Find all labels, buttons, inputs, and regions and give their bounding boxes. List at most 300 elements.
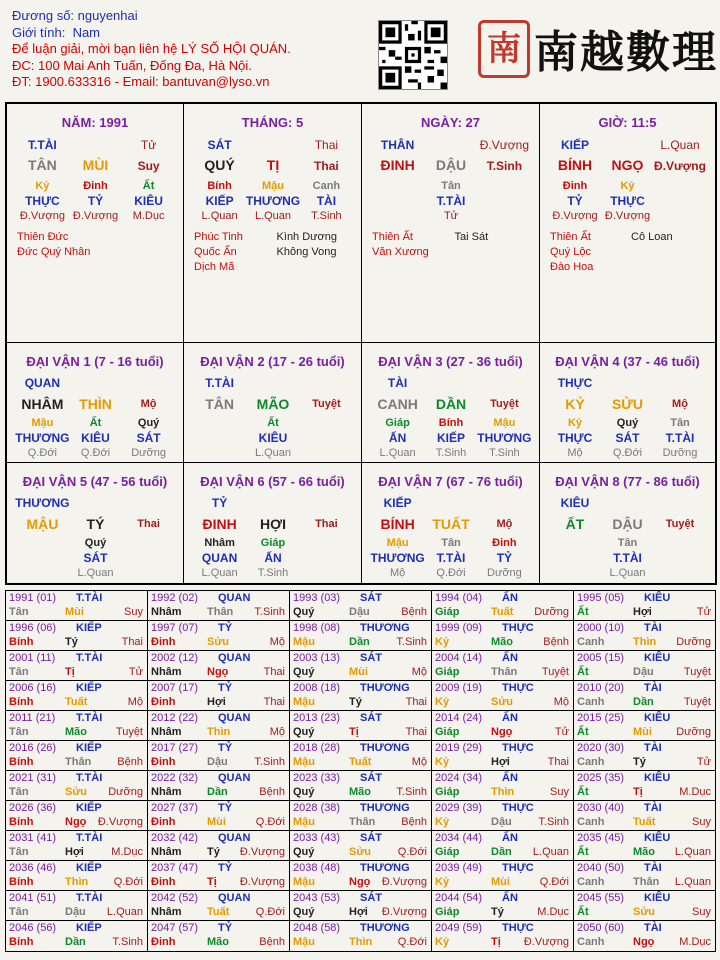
dai-van-hidden-stage: Q.Đới bbox=[27, 447, 57, 459]
year-cell bbox=[148, 711, 290, 741]
pillar-branch: NGỌ bbox=[611, 157, 644, 173]
dai-van-title: ĐẠI VẬN 7 (67 - 76 tuổi) bbox=[378, 474, 523, 489]
hidden-ten-god: TỶ bbox=[87, 194, 104, 208]
dai-van-branch: DẦN bbox=[435, 396, 467, 412]
dai-van-stem: ẤT bbox=[565, 516, 585, 532]
hidden-stage: Tử bbox=[443, 210, 459, 222]
year-ten-god: KIÊU bbox=[644, 652, 671, 664]
year-label: 2041 (51) bbox=[9, 892, 57, 904]
year-branch: Dậu bbox=[633, 666, 654, 678]
year-cell bbox=[432, 801, 574, 831]
year-branch: Hợi bbox=[491, 756, 510, 768]
year-ten-god: KIÊU bbox=[644, 772, 671, 784]
pillar-growth: Suy bbox=[137, 159, 160, 173]
year-ten-god: ẤN bbox=[502, 772, 518, 784]
year-ten-god: SÁT bbox=[360, 592, 382, 604]
year-label: 2021 (31) bbox=[9, 772, 57, 784]
dai-van-hidden-stage: L.Quan bbox=[609, 567, 646, 579]
year-label: 2008 (18) bbox=[293, 682, 341, 694]
year-stage: Dưỡng bbox=[534, 606, 569, 618]
year-label: 2012 (22) bbox=[151, 712, 199, 724]
dai-van-hidden-stage: Dưỡng bbox=[131, 447, 166, 459]
year-branch: Ngọ bbox=[633, 936, 655, 948]
year-ten-god: TÀI bbox=[644, 742, 662, 754]
dai-van-ten-god: THỰC bbox=[557, 376, 593, 390]
year-branch: Thìn bbox=[349, 936, 373, 948]
dai-van-stem: BÍNH bbox=[380, 516, 415, 532]
dai-van-hidden-ten-god: T.TÀI bbox=[613, 551, 642, 565]
year-stage: Thai bbox=[547, 756, 569, 768]
year-cell bbox=[6, 741, 148, 771]
year-stem: Bính bbox=[9, 936, 34, 948]
logo-seal: 南 bbox=[478, 20, 530, 78]
year-label: 2015 (25) bbox=[577, 712, 625, 724]
year-branch: Tý bbox=[207, 846, 220, 858]
year-stem: Đinh bbox=[151, 636, 176, 648]
year-stage: Mộ bbox=[269, 726, 285, 738]
year-branch: Tị bbox=[633, 786, 643, 798]
year-stem: Bính bbox=[9, 636, 34, 648]
dai-van-hidden-ten-god: T.TÀI bbox=[665, 431, 695, 445]
year-stage: Q.Đới bbox=[255, 816, 285, 828]
year-stem: Kỷ bbox=[435, 696, 450, 708]
year-cell bbox=[290, 681, 432, 711]
dai-van-branch: THÌN bbox=[79, 396, 112, 412]
year-branch: Mùi bbox=[349, 666, 368, 678]
address-line: ĐC: 100 Mai Anh Tuấn, Đống Đa, Hà Nội. bbox=[12, 57, 252, 73]
dai-van-hidden-ten-god: SÁT bbox=[136, 431, 161, 445]
year-cell bbox=[574, 861, 715, 891]
year-label: 2029 (39) bbox=[435, 802, 483, 814]
dai-van-hidden-ten-god: TỶ bbox=[496, 551, 513, 565]
year-label: 2034 (44) bbox=[435, 832, 483, 844]
star-name: Quốc Ấn bbox=[194, 246, 237, 258]
year-stem: Tân bbox=[9, 606, 29, 618]
year-cell bbox=[148, 861, 290, 891]
year-ten-god: KIẾP bbox=[76, 862, 102, 874]
year-stage: Đ.Vượng bbox=[381, 906, 427, 918]
year-stem: Kỷ bbox=[435, 636, 450, 648]
dai-van-stage: Tuyệt bbox=[665, 518, 695, 530]
hidden-stage: Đ.Vượng bbox=[604, 210, 651, 222]
dai-van-hidden-stage: Mộ bbox=[389, 567, 406, 579]
year-stem: Canh bbox=[577, 636, 605, 648]
year-cell bbox=[432, 921, 574, 951]
year-label: 2013 (23) bbox=[293, 712, 341, 724]
hidden-ten-god: THỰC bbox=[610, 194, 645, 208]
year-cell bbox=[6, 711, 148, 741]
dai-van-hidden-ten-god: SÁT bbox=[615, 431, 640, 445]
pillar-cell bbox=[362, 104, 540, 343]
year-branch: Dậu bbox=[207, 756, 228, 768]
year-cell bbox=[290, 861, 432, 891]
year-branch: Thân bbox=[207, 606, 234, 618]
dai-van-hidden-stage: T.Sinh bbox=[435, 447, 467, 459]
year-stage: Bệnh bbox=[259, 786, 285, 798]
year-cell bbox=[148, 591, 290, 621]
year-branch: Tị bbox=[491, 936, 501, 948]
year-cell bbox=[148, 891, 290, 921]
pillar-growth: Thai bbox=[314, 159, 339, 173]
year-stage: Thai bbox=[263, 666, 285, 678]
year-branch: Hợi bbox=[207, 696, 226, 708]
logo-text: 南越數理 bbox=[534, 27, 718, 78]
year-ten-god: QUAN bbox=[218, 772, 251, 784]
dai-van-branch: MÃO bbox=[256, 396, 290, 412]
year-ten-god: TÀI bbox=[644, 622, 662, 634]
year-stage: Bệnh bbox=[259, 936, 285, 948]
year-label: 2002 (12) bbox=[151, 652, 199, 664]
year-stem: Quý bbox=[293, 726, 315, 738]
year-ten-god: ẤN bbox=[502, 592, 518, 604]
year-branch: Hợi bbox=[349, 906, 368, 918]
dai-van-branch: HỢI bbox=[260, 516, 286, 532]
year-stem: Giáp bbox=[435, 906, 460, 918]
year-cell bbox=[6, 831, 148, 861]
year-ten-god: SÁT bbox=[360, 772, 382, 784]
dai-van-title: ĐẠI VẬN 1 (7 - 16 tuổi) bbox=[26, 354, 164, 369]
year-label: 2010 (20) bbox=[577, 682, 625, 694]
year-cell bbox=[6, 921, 148, 951]
year-stem: Canh bbox=[577, 696, 605, 708]
year-stem: Tân bbox=[9, 846, 29, 858]
year-ten-god: ẤN bbox=[502, 832, 518, 844]
year-label: 2001 (11) bbox=[9, 652, 56, 664]
year-cell bbox=[6, 861, 148, 891]
year-ten-god: TÀI bbox=[644, 922, 662, 934]
year-stage: Suy bbox=[692, 816, 711, 828]
year-label: 2038 (48) bbox=[293, 862, 341, 874]
year-stage: Q.Đới bbox=[113, 876, 143, 888]
year-branch: Thìn bbox=[633, 636, 657, 648]
dai-van-hidden-stage: L.Quan bbox=[201, 567, 238, 579]
year-stage: Đ.Vượng bbox=[239, 876, 285, 888]
year-stem: Đinh bbox=[151, 936, 176, 948]
year-label: 2048 (58) bbox=[293, 922, 341, 934]
year-stage: Tuyệt bbox=[683, 666, 711, 678]
year-ten-god: QUAN bbox=[218, 892, 251, 904]
year-stem: Kỷ bbox=[435, 876, 450, 888]
year-label: 2022 (32) bbox=[151, 772, 199, 784]
year-label: 2028 (38) bbox=[293, 802, 341, 814]
year-ten-god: T.TÀI bbox=[76, 712, 103, 724]
hidden-stem: Đinh bbox=[83, 180, 108, 192]
year-label: 2000 (10) bbox=[577, 622, 625, 634]
year-branch: Dậu bbox=[65, 906, 86, 918]
dai-van-ten-god: TÀI bbox=[387, 376, 408, 390]
dai-van-hidden-stage: T.Sinh bbox=[489, 447, 520, 459]
year-branch: Dậu bbox=[349, 606, 370, 618]
year-stem: Ất bbox=[577, 726, 589, 738]
year-branch: Dần bbox=[65, 936, 86, 948]
year-stem: Nhâm bbox=[151, 666, 182, 678]
year-label: 2040 (50) bbox=[577, 862, 625, 874]
year-stem: Tân bbox=[9, 906, 29, 918]
year-stage: Mộ bbox=[127, 696, 143, 708]
year-stage: Bệnh bbox=[401, 606, 427, 618]
dai-van-hidden-stage: Q.Đới bbox=[80, 447, 111, 459]
year-label: 1991 (01) bbox=[9, 592, 57, 604]
year-stem: Giáp bbox=[435, 846, 460, 858]
hidden-stem: Ất bbox=[142, 180, 155, 192]
hidden-stem: Đinh bbox=[562, 180, 588, 192]
year-cell bbox=[574, 831, 715, 861]
pillar-ten-god: SÁT bbox=[207, 138, 232, 152]
pillar-stage: Tử bbox=[140, 138, 157, 152]
year-ten-god: QUAN bbox=[218, 652, 251, 664]
year-cell bbox=[6, 621, 148, 651]
year-cell bbox=[290, 591, 432, 621]
dai-van-hidden-stem: Mậu bbox=[386, 537, 409, 549]
dai-van-hidden-stem: Tân bbox=[441, 537, 461, 549]
year-stage: T.Sinh bbox=[538, 816, 569, 828]
year-branch: Sửu bbox=[349, 846, 372, 858]
year-stage: Tử bbox=[696, 606, 711, 618]
year-cell bbox=[6, 771, 148, 801]
year-stem: Ất bbox=[577, 906, 589, 918]
year-label: 2006 (16) bbox=[9, 682, 57, 694]
year-ten-god: SÁT bbox=[360, 832, 382, 844]
year-ten-god: T.TÀI bbox=[76, 592, 103, 604]
year-label: 1996 (06) bbox=[9, 622, 57, 634]
header-info bbox=[12, 8, 362, 91]
year-label: 2023 (33) bbox=[293, 772, 341, 784]
year-stage: M.Dục bbox=[679, 936, 711, 948]
year-ten-god: THƯƠNG bbox=[360, 622, 410, 634]
hidden-ten-god: THƯƠNG bbox=[245, 194, 301, 208]
pillar-ten-god: T.TÀI bbox=[28, 138, 57, 152]
dai-van-cell bbox=[7, 463, 184, 583]
year-ten-god: THỰC bbox=[502, 862, 534, 874]
dai-van-title: ĐẠI VẬN 8 (77 - 86 tuổi) bbox=[555, 474, 700, 489]
year-ten-god: T.TÀI bbox=[76, 892, 103, 904]
year-branch: Dần bbox=[207, 786, 228, 798]
year-branch: Sửu bbox=[207, 636, 230, 648]
year-cell bbox=[432, 741, 574, 771]
year-cell bbox=[290, 651, 432, 681]
dai-van-hidden-stage: L.Quan bbox=[77, 567, 114, 579]
year-branch: Tuất bbox=[207, 906, 230, 918]
year-ten-god: KIẾP bbox=[76, 802, 102, 814]
dai-van-branch: DẬU bbox=[612, 516, 643, 532]
year-stem: Bính bbox=[9, 876, 34, 888]
dai-van-stem: CANH bbox=[377, 396, 418, 412]
year-stage: L.Quan bbox=[106, 906, 143, 918]
dai-van-cell bbox=[540, 463, 715, 583]
pillar-branch: DẬU bbox=[435, 157, 467, 173]
dai-van-cell bbox=[7, 343, 184, 463]
dai-van-hidden-ten-god: THƯƠNG bbox=[370, 551, 425, 565]
dai-van-hidden-stem: Mậu bbox=[31, 417, 54, 429]
year-stage: Q.Đới bbox=[255, 906, 285, 918]
year-label: 2045 (55) bbox=[577, 892, 625, 904]
hidden-stem: Tân bbox=[441, 180, 461, 192]
year-cell bbox=[148, 681, 290, 711]
year-stage: L.Quan bbox=[674, 846, 711, 858]
dai-van-branch: TÝ bbox=[86, 516, 105, 532]
year-branch: Mão bbox=[207, 936, 229, 948]
year-stem: Mậu bbox=[293, 696, 315, 708]
year-stage: Đ.Vượng bbox=[97, 816, 143, 828]
year-ten-god: THỰC bbox=[502, 742, 534, 754]
year-stem: Mậu bbox=[293, 936, 315, 948]
dai-van-ten-god: THƯƠNG bbox=[15, 496, 70, 510]
year-ten-god: SÁT bbox=[360, 652, 382, 664]
year-branch: Mùi bbox=[633, 726, 652, 738]
year-cell bbox=[574, 891, 715, 921]
year-ten-god: TỶ bbox=[218, 862, 233, 874]
year-stem: Quý bbox=[293, 666, 315, 678]
year-label: 2007 (17) bbox=[151, 682, 199, 694]
year-stage: Mộ bbox=[553, 696, 569, 708]
dai-van-hidden-stem: Tân bbox=[617, 537, 638, 549]
year-stage: Đ.Vượng bbox=[381, 876, 427, 888]
star-name: Dịch Mã bbox=[194, 261, 235, 273]
year-label: 2031 (41) bbox=[9, 832, 57, 844]
year-label: 2050 (60) bbox=[577, 922, 625, 934]
year-stage: M.Dục bbox=[679, 786, 711, 798]
year-stem: Kỷ bbox=[435, 936, 450, 948]
dai-van-hidden-stage: Dưỡng bbox=[487, 567, 522, 579]
year-cell bbox=[432, 771, 574, 801]
hidden-stage: L.Quan bbox=[201, 210, 238, 222]
year-stem: Ất bbox=[577, 666, 589, 678]
year-branch: Sửu bbox=[491, 696, 514, 708]
dai-van-cell bbox=[362, 463, 540, 583]
hidden-stage: Đ.Vượng bbox=[552, 210, 598, 222]
year-ten-god: QUAN bbox=[218, 592, 251, 604]
dai-van-ten-god: KIẾP bbox=[383, 496, 412, 510]
year-ten-god: QUAN bbox=[218, 832, 251, 844]
year-stem: Nhâm bbox=[151, 606, 182, 618]
year-stem: Quý bbox=[293, 906, 315, 918]
year-stem: Quý bbox=[293, 846, 315, 858]
dai-van-hidden-stem: Ất bbox=[267, 417, 279, 429]
dai-van-hidden-stage: Mộ bbox=[567, 447, 583, 459]
year-stem: Canh bbox=[577, 756, 605, 768]
year-cell bbox=[432, 711, 574, 741]
year-ten-god: TÀI bbox=[644, 862, 662, 874]
year-branch: Ngọ bbox=[491, 726, 513, 738]
qr-code[interactable] bbox=[378, 20, 448, 90]
dai-van-hidden-ten-god: THỰC bbox=[557, 431, 593, 445]
year-stem: Kỷ bbox=[435, 816, 450, 828]
year-cell bbox=[574, 681, 715, 711]
year-branch: Ngọ bbox=[65, 816, 87, 828]
dai-van-title: ĐẠI VẬN 2 (17 - 26 tuổi) bbox=[200, 354, 345, 369]
year-label: 1992 (02) bbox=[151, 592, 199, 604]
year-stem: Tân bbox=[9, 666, 29, 678]
dai-van-ten-god: TỶ bbox=[211, 496, 228, 510]
year-label: 2037 (47) bbox=[151, 862, 199, 874]
year-stage: Q.Đới bbox=[397, 846, 427, 858]
year-stem: Giáp bbox=[435, 606, 460, 618]
star-name: Đức Quý Nhân bbox=[17, 246, 91, 258]
dai-van-ten-god: T.TÀI bbox=[205, 376, 234, 390]
year-branch: Mão bbox=[349, 786, 371, 798]
year-label: 2005 (15) bbox=[577, 652, 625, 664]
year-cell bbox=[148, 621, 290, 651]
year-label: 2004 (14) bbox=[435, 652, 483, 664]
year-cell bbox=[6, 681, 148, 711]
year-label: 2020 (30) bbox=[577, 742, 625, 754]
year-branch: Hợi bbox=[633, 606, 652, 618]
year-stage: Mộ bbox=[269, 636, 285, 648]
year-cell bbox=[148, 801, 290, 831]
year-label: 2011 (21) bbox=[9, 712, 56, 724]
year-stage: Mộ bbox=[411, 756, 427, 768]
year-ten-god: TÀI bbox=[644, 682, 662, 694]
year-stage: T.Sinh bbox=[396, 786, 427, 798]
year-ten-god: TỶ bbox=[218, 922, 233, 934]
dai-van-hidden-ten-god: ẤN bbox=[264, 551, 282, 565]
qr-code-graphic bbox=[379, 21, 447, 89]
year-cell bbox=[574, 801, 715, 831]
year-stage: Thai bbox=[405, 696, 427, 708]
year-ten-god: THƯƠNG bbox=[360, 682, 410, 694]
year-stem: Tân bbox=[9, 786, 29, 798]
star-name: Thiên Ất bbox=[372, 231, 413, 243]
year-stem: Nhâm bbox=[151, 786, 182, 798]
year-ten-god: KIÊU bbox=[644, 832, 671, 844]
year-label: 2026 (36) bbox=[9, 802, 57, 814]
year-cell bbox=[290, 621, 432, 651]
year-ten-god: T.TÀI bbox=[76, 832, 103, 844]
hidden-stage: L.Quan bbox=[254, 210, 292, 222]
dai-van-hidden-stage: T.Sinh bbox=[257, 567, 289, 579]
year-ten-god: TÀI bbox=[644, 802, 662, 814]
year-stem: Quý bbox=[293, 606, 315, 618]
year-stem: Kỷ bbox=[435, 756, 450, 768]
year-stem: Bính bbox=[9, 696, 34, 708]
year-branch: Dần bbox=[349, 636, 370, 648]
dai-van-hidden-ten-god: THƯƠNG bbox=[15, 431, 70, 445]
year-cell bbox=[290, 801, 432, 831]
year-stem: Giáp bbox=[435, 726, 460, 738]
year-cell bbox=[6, 591, 148, 621]
year-cell bbox=[432, 651, 574, 681]
year-stage: Suy bbox=[124, 606, 143, 618]
year-branch: Tuất bbox=[65, 696, 88, 708]
year-branch: Tị bbox=[65, 666, 75, 678]
year-label: 2039 (49) bbox=[435, 862, 483, 874]
year-stage: Dưỡng bbox=[676, 636, 711, 648]
year-cell bbox=[148, 741, 290, 771]
pillar-stem: ĐINH bbox=[380, 157, 415, 173]
year-cell bbox=[432, 891, 574, 921]
year-branch: Thìn bbox=[65, 876, 89, 888]
dai-van-stem: MẬU bbox=[26, 516, 59, 532]
dai-van-hidden-stage: L.Quan bbox=[379, 447, 416, 459]
year-ten-god: ẤN bbox=[502, 892, 518, 904]
year-stage: Đ.Vượng bbox=[239, 846, 285, 858]
pillar-growth: Đ.Vượng bbox=[654, 159, 706, 173]
pillar-branch: TỊ bbox=[266, 157, 280, 173]
year-stem: Ất bbox=[577, 846, 589, 858]
pillar-ten-god: THÂN bbox=[380, 138, 415, 152]
year-cell bbox=[574, 741, 715, 771]
hidden-stem: Canh bbox=[312, 180, 341, 192]
hidden-ten-god: TỶ bbox=[567, 194, 583, 208]
year-stage: T.Sinh bbox=[112, 936, 143, 948]
dai-van-hidden-stage: L.Quan bbox=[254, 447, 292, 459]
star-name: Không Vong bbox=[276, 246, 337, 258]
year-label: 2025 (35) bbox=[577, 772, 625, 784]
year-stage: Thai bbox=[121, 636, 143, 648]
year-branch: Hợi bbox=[65, 846, 84, 858]
dai-van-hidden-ten-god: ẤN bbox=[388, 431, 407, 445]
dai-van-hidden-stem: Giáp bbox=[260, 537, 286, 549]
